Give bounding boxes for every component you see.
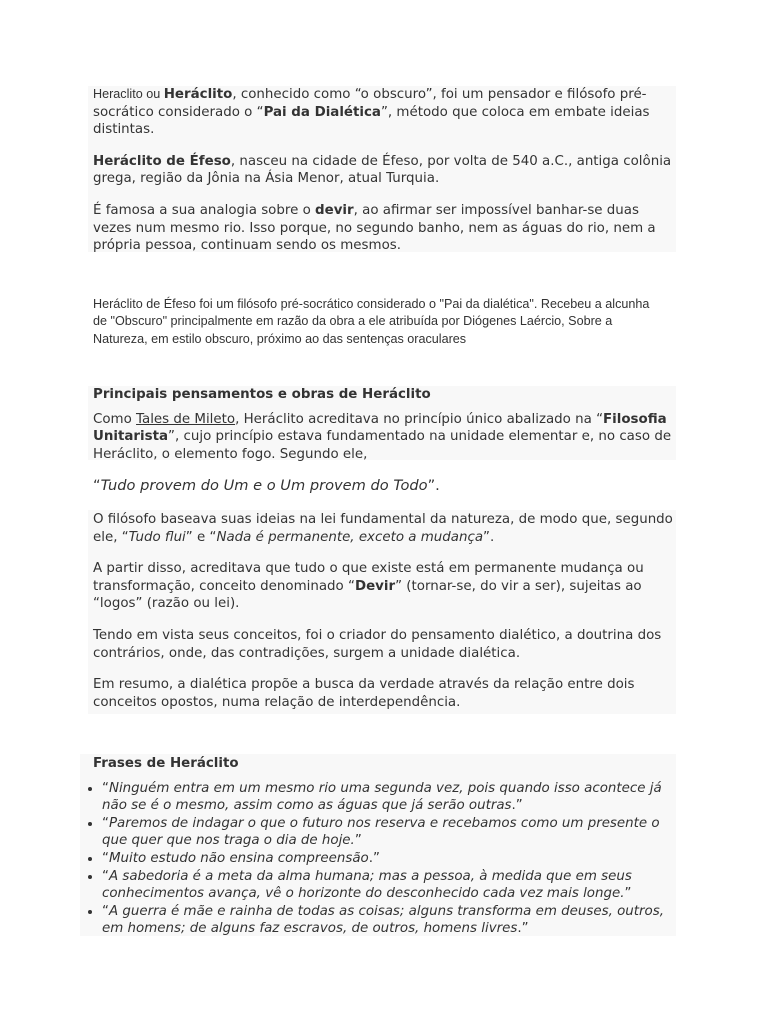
intro-paragraph-2: Heráclito de Éfeso, nasceu na cidade de Éfeso, por volta de 540 a.C., antiga colônia grega, região da Jônia na Ásia Menor, atual Turquia. xyxy=(93,153,672,187)
thoughts-heading: Principais pensamentos e obras de Heráclito xyxy=(93,387,431,402)
intro-section xyxy=(88,86,676,252)
thoughts-paragraph: Como Tales de Mileto, Heráclito acreditava no princípio único abalizado na “Filosofia Unitarista”, cujo princípio estava fundamentado na unidade elementar e, no caso de Heráclito, o elemento fogo. Segundo ele, xyxy=(93,411,672,462)
main-quote: “Tudo provem do Um e o Um provem do Todo”. xyxy=(93,477,440,494)
concepts-paragraph-4: Em resumo, a dialética propõe a busca da verdade através da relação entre dois conceitos opostos, numa relação de interdependência. xyxy=(93,677,635,710)
list-item: • “Muito estudo não ensina compreensão.” xyxy=(102,850,676,868)
summary-paragraph: Heráclito de Éfeso foi um filósofo pré-socrático considerado o "Pai da dialética". Recebeu a alcunha de "Obscuro" principalmente em razão da obra a ele atribuída por Diógenes Laércio, Sobre a Natureza, em estilo obscuro, próximo ao das sentenças oraculares xyxy=(93,297,650,346)
quotes-section xyxy=(80,754,676,936)
intro-paragraph-1: Heraclito ou Heráclito, conhecido como “o obscuro”, foi um pensador e filósofo pré-socrático considerado o “Pai da Dialética”, método que coloca em embate ideias distintas. xyxy=(93,87,650,138)
concepts-section xyxy=(88,510,676,714)
quotes-heading: Frases de Heráclito xyxy=(93,756,239,771)
list-item: • “A sabedoria é a meta da alma humana; mas a pessoa, à medida que em seus conhecimentos avança, vê o horizonte do desconhecido cada vez mais longe.” xyxy=(102,868,676,903)
concepts-paragraph-2: A partir disso, acreditava que tudo o que existe está em permanente mudança ou transformação, conceito denominado “Devir” (tornar-se, do vir a ser), sujeitas ao “logos” (razão ou lei). xyxy=(93,561,644,612)
concepts-paragraph-1: O filósofo baseava suas ideias na lei fundamental da natureza, de modo que, segundo ele, “Tudo flui” e “Nada é permanente, exceto a mudança”. xyxy=(93,512,673,545)
list-item: • “A guerra é mãe e rainha de todas as coisas; alguns transforma em deuses, outros, em homens; de alguns faz escravos, de outros, homens livres.” xyxy=(102,903,676,938)
quotes-list xyxy=(80,780,676,938)
thoughts-section xyxy=(88,386,676,460)
tales-de-mileto-link[interactable]: Tales de Mileto xyxy=(136,411,236,427)
list-item: • “Ninguém entra em um mesmo rio uma segunda vez, pois quando isso acontece já não se é o mesmo, assim como as águas que já serão outras.” xyxy=(102,780,676,815)
intro-paragraph-3: É famosa a sua analogia sobre o devir, ao afirmar ser impossível banhar-se duas vezes num mesmo rio. Isso porque, no segundo banho, nem as águas do rio, nem a própria pessoa, continuam sendo os mesmos. xyxy=(93,202,656,254)
summary-section xyxy=(93,296,663,348)
list-item: • “Paremos de indagar o que o futuro nos reserva e recebamos como um presente o que quer que nos traga o dia de hoje.” xyxy=(102,815,676,850)
concepts-paragraph-3: Tendo em vista seus conceitos, foi o criador do pensamento dialético, a doutrina dos contrários, onde, das contradições, surgem a unidade dialética. xyxy=(93,627,662,661)
